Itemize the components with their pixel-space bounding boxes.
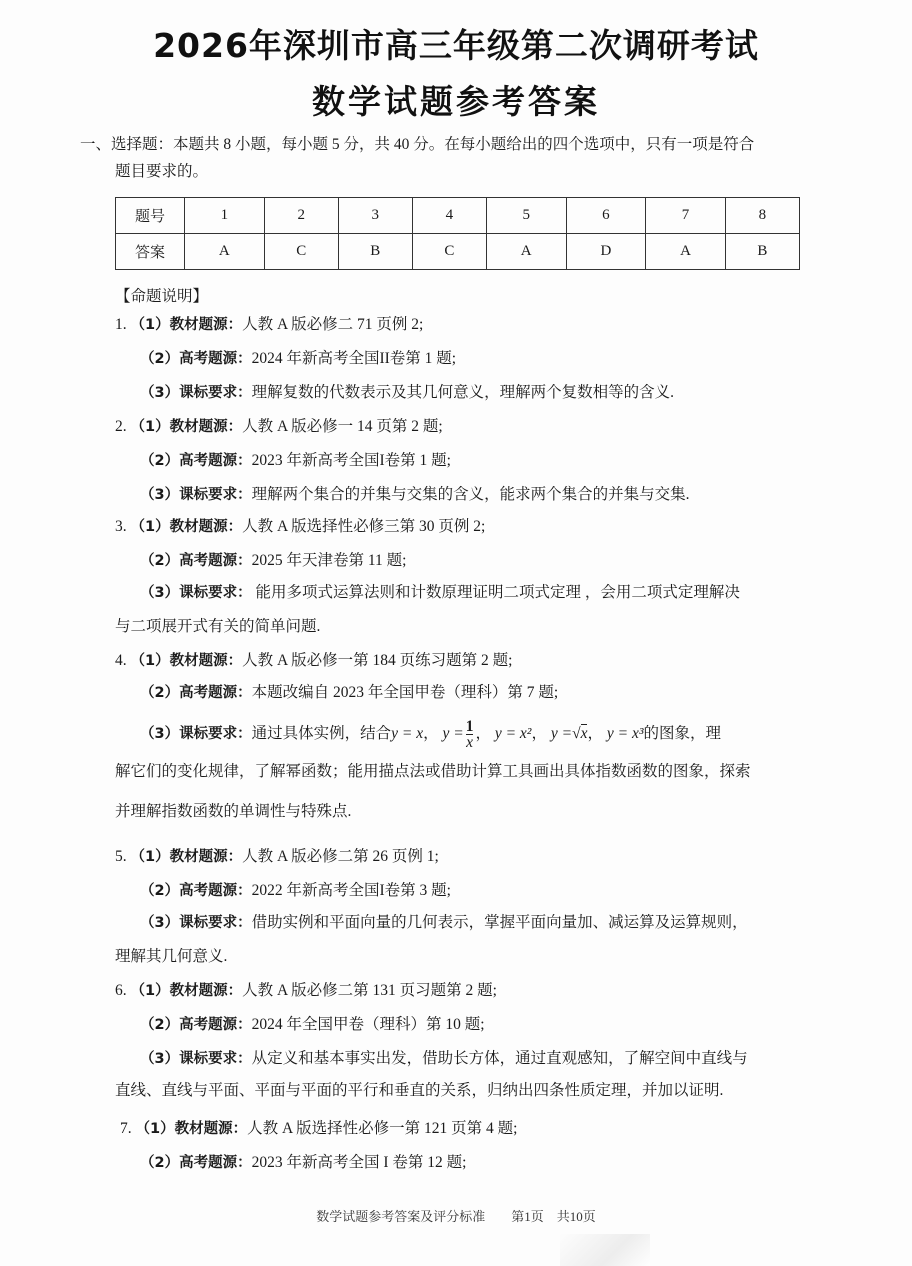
item-3-requirement-cont: 与二项展开式有关的简单问题. [115,618,321,635]
formula: y = [442,725,464,742]
item-2-requirement [140,485,689,505]
label: （2）高考题源： [140,351,252,367]
text: 借助实例和平面向量的几何表示，掌握平面向量加、减运算及运算规则， [251,914,748,931]
label: （2）高考题源： [140,453,252,469]
item-5-source-textbook [115,847,439,867]
item-number: 1. [115,316,127,333]
item-number: 6. [115,982,127,999]
item-6-source-textbook [115,981,497,1001]
text: 人教 A 版必修一 14 页第 2 题; [242,418,443,435]
label: （2）高考题源： [140,1155,252,1171]
table-cell: C [412,234,486,270]
explain-heading: 【命题说明】 [115,288,209,305]
denominator: x [466,733,473,751]
formula: y = x³ [606,725,644,742]
label: （3）课标要求： [140,487,252,503]
item-4-requirement: （3）课标要求：通过具体实例，结合y = x， y = $\frac{1}{x}$ ， y = x²， y =√x， y = x³的图象，理 [140,717,721,751]
item-3-source-exam [140,551,406,571]
text: 2025 年天津卷第 11 题; [251,552,407,569]
label: （3）课标要求： [140,726,252,742]
table-cell: 5 [486,198,566,234]
table-cell: 7 [646,198,726,234]
fraction [466,719,474,750]
text: 理解复数的代数表示及其几何意义，理解两个复数相等的含义. [251,384,674,401]
table-cell: A [646,234,726,270]
label: （2）高考题源： [140,1017,252,1033]
document-title: 2026年深圳市高三年级第二次调研考试 [153,26,759,65]
item-1-source-exam [140,349,456,369]
item-5-source-exam [140,881,451,901]
item-5-requirement-cont: 理解其几何意义. [115,948,228,965]
text: 的图象，理 [643,725,721,742]
text: 人教 A 版选择性必修三第 30 页例 2; [242,518,486,535]
table-cell: 6 [566,198,646,234]
item-3-requirement [140,583,740,603]
label: （3）课标要求： [140,1051,252,1067]
table-row-questions [116,198,800,234]
text: 2022 年新高考全国I卷第 3 题; [251,882,451,899]
separator: ， [423,725,439,742]
item-7-source-textbook [120,1119,518,1139]
label: （1）教材题源： [130,419,243,435]
table-row-answers [116,234,800,270]
text: 能用多项式运算法则和计数原理证明二项式定理 ，会用二项式定理解决 [251,584,740,601]
formula: y = x [391,725,424,742]
text: 人教 A 版必修二 71 页例 2; [242,316,424,333]
section-intro: 一、选择题：本题共 8 小题，每小题 5 分，共 40 分。在每小题给出的四个选项中，只有一项是符合 [80,136,755,153]
item-4-source-textbook [115,651,513,671]
formula: y = x² [494,725,532,742]
item-number: 4. [115,652,127,669]
text: 人教 A 版必修二第 131 页习题第 2 题; [242,982,497,999]
table-header-cell: 答案 [116,234,185,270]
separator: ， [475,725,491,742]
text: 2023 年新高考全国I卷第 1 题; [251,452,451,469]
answer-table [115,197,800,270]
numerator: 1 [465,717,474,735]
table-cell: A [486,234,566,270]
text: 2024 年全国甲卷（理科）第 10 题; [251,1016,485,1033]
separator: ， [587,725,603,742]
item-number: 3. [115,518,127,535]
table-cell: 8 [725,198,799,234]
label: （1）教材题源： [135,1121,248,1137]
label: （3）课标要求： [140,385,252,401]
item-1-requirement [140,383,674,403]
item-4-requirement-cont: 解它们的变化规律，了解幂函数；能用描点法或借助计算工具画出具体指数函数的图象，探索 [115,763,751,780]
section-intro-cont: 题目要求的。 [115,163,209,180]
table-cell: C [264,234,338,270]
item-6-source-exam [140,1015,485,1035]
document-subtitle: 数学试题参考答案 [312,82,600,121]
label: （2）高考题源： [140,883,252,899]
table-cell: B [338,234,412,270]
text: 通过具体实例，结合 [251,725,392,742]
label: （2）高考题源： [140,685,252,701]
text: 理解两个集合的并集与交集的含义，能求两个集合的并集与交集. [251,486,690,503]
label: （1）教材题源： [130,983,243,999]
table-cell: B [725,234,799,270]
item-number: 5. [115,848,127,865]
text: 本题改编自 2023 年全国甲卷（理科）第 7 题; [251,684,559,701]
item-number: 2. [115,418,127,435]
text: 2024 年新高考全国II卷第 1 题; [251,350,457,367]
table-cell: 4 [412,198,486,234]
item-7-source-exam [140,1153,466,1173]
label: （3）课标要求： [140,915,252,931]
item-number: 7. [120,1120,132,1137]
separator: ， [531,725,547,742]
text: 人教 A 版选择性必修一第 121 页第 4 题; [247,1120,518,1137]
text: 从定义和基本事实出发，借助长方体，通过直观感知，了解空间中直线与 [251,1050,748,1067]
page-footer: 数学试题参考答案及评分标准 第1页 共10页 [316,1209,596,1224]
table-cell: 1 [185,198,265,234]
table-cell: 3 [338,198,412,234]
label: （1）教材题源： [130,849,243,865]
item-6-requirement-cont: 直线、直线与平面、平面与平面的平行和垂直的关系，归纳出四条性质定理，并加以证明. [115,1082,724,1099]
table-cell: A [185,234,265,270]
item-4-requirement-cont2: 并理解指数函数的单调性与特殊点. [115,803,352,820]
item-5-requirement [140,913,748,933]
table-cell: 2 [264,198,338,234]
label: （1）教材题源： [130,653,243,669]
text: 人教 A 版必修二第 26 页例 1; [242,848,439,865]
item-2-source-exam [140,451,451,471]
item-3-source-textbook [115,517,485,537]
label: （1）教材题源： [130,519,243,535]
item-1-source-textbook [115,315,423,335]
table-header-cell: 题号 [116,198,185,234]
item-4-source-exam [140,683,558,703]
item-2-source-textbook [115,417,443,437]
text: 2023 年新高考全国 I 卷第 12 题; [251,1154,467,1171]
watermark-overlay [560,1234,650,1266]
table-cell: D [566,234,646,270]
text: 人教 A 版必修一第 184 页练习题第 2 题; [242,652,513,669]
item-6-requirement [140,1049,748,1069]
label: （2）高考题源： [140,553,252,569]
label: （1）教材题源： [130,317,243,333]
radicand: x [580,725,588,742]
label: （3）课标要求： [140,585,252,601]
formula: y = [550,725,573,742]
